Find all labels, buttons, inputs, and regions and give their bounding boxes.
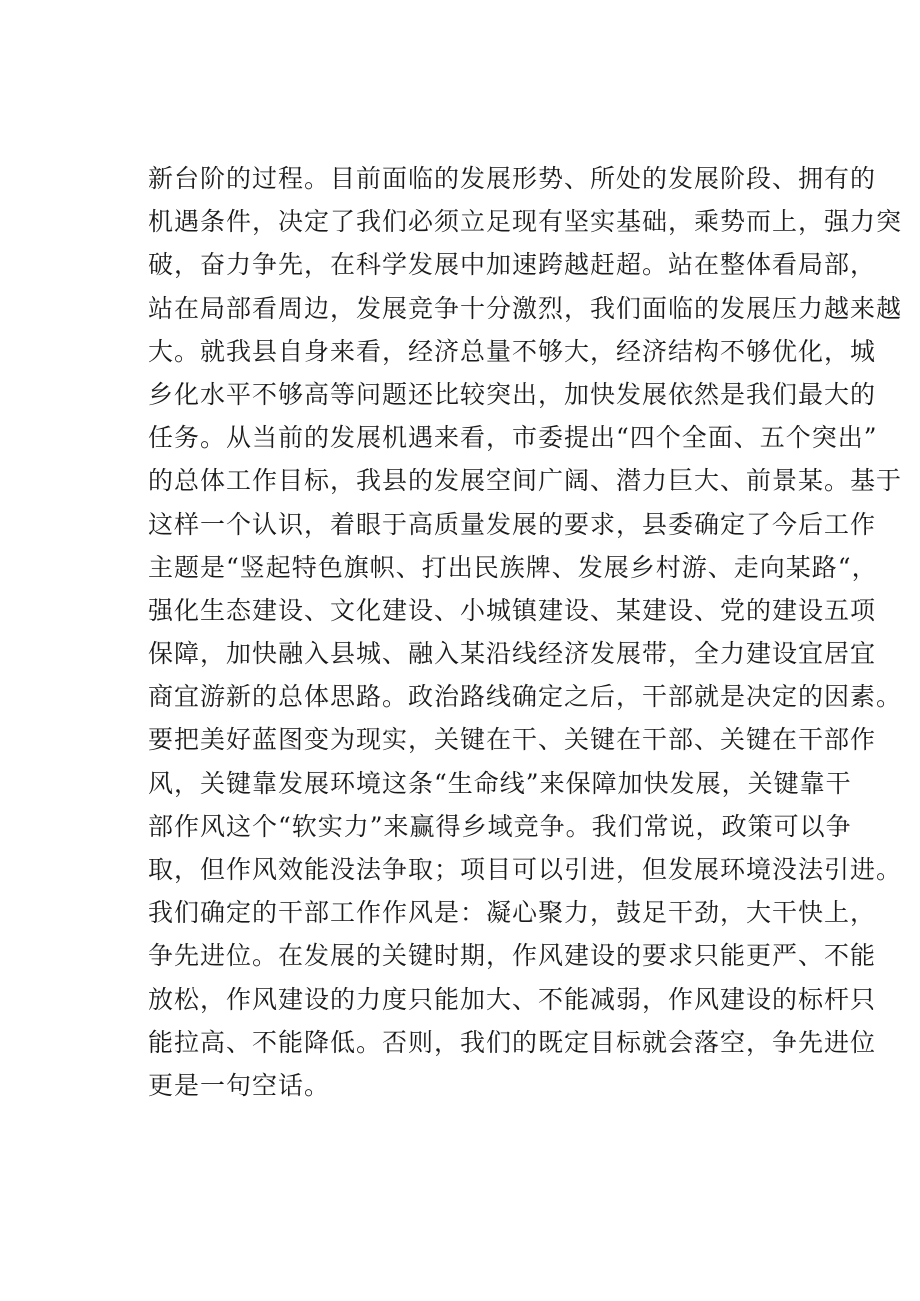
body-paragraph — [148, 157, 903, 1107]
text-line: 争先进位。在发展的关键时期，作风建设的要求只能更严、不能 — [148, 941, 877, 971]
text-line: 放松，作风建设的力度只能加大、不能减弱，作风建设的标杆只 — [148, 984, 877, 1014]
text-line: 我们确定的干部工作作风是：凝心聚力，鼓足干劲，大干快上， — [148, 898, 877, 928]
text-line: 能拉高、不能降低。否则，我们的既定目标就会落空，争先进位 — [148, 1027, 877, 1057]
text-line: 机遇条件，决定了我们必须立足现有坚实基础，乘势而上，强力突 — [148, 207, 903, 237]
text-line: 这样一个认识，着眼于高质量发展的要求，县委确定了今后工作 — [148, 509, 877, 539]
text-line: 保障，加快融入县城、融入某沿线经济发展带，全力建设宜居宜 — [148, 639, 877, 669]
text-line: 的总体工作目标，我县的发展空间广阔、潜力巨大、前景某。基于 — [148, 466, 903, 496]
text-line: 部作风这个“软实力”来赢得乡域竞争。我们常说，政策可以争 — [148, 811, 852, 841]
text-line: 站在局部看周边，发展竞争十分激烈，我们面临的发展压力越来越 — [148, 293, 903, 323]
text-line: 破，奋力争先，在科学发展中加速跨越赶超。站在整体看局部， — [148, 250, 877, 280]
text-line: 乡化水平不够高等问题还比较突出，加快发展依然是我们最大的 — [148, 379, 877, 409]
text-line: 任务。从当前的发展机遇来看，市委提出“四个全面、五个突出” — [148, 423, 878, 453]
text-line: 大。就我县自身来看，经济总量不够大，经济结构不够优化，城 — [148, 336, 877, 366]
text-line: 更是一句空话。 — [148, 1070, 331, 1100]
text-line: 新台阶的过程。目前面临的发展形势、所处的发展阶段、拥有的 — [148, 164, 877, 193]
text-line: 要把美好蓝图变为现实，关键在干、关键在干部、关键在干部作 — [148, 725, 877, 755]
text-line: 强化生态建设、文化建设、小城镇建设、某建设、党的建设五项 — [148, 595, 877, 625]
text-line: 商宜游新的总体思路。政治路线确定之后，干部就是决定的因素。 — [148, 682, 903, 712]
text-line: 主题是“竖起特色旗帜、打出民族牌、发展乡村游、走向某路“， — [148, 552, 878, 582]
text-line: 取，但作风效能没法争取；项目可以引进，但发展环境没法引进。 — [148, 855, 903, 884]
text-line: 风，关键靠发展环境这条“生命线”来保障加快发展，关键靠干 — [148, 768, 852, 798]
